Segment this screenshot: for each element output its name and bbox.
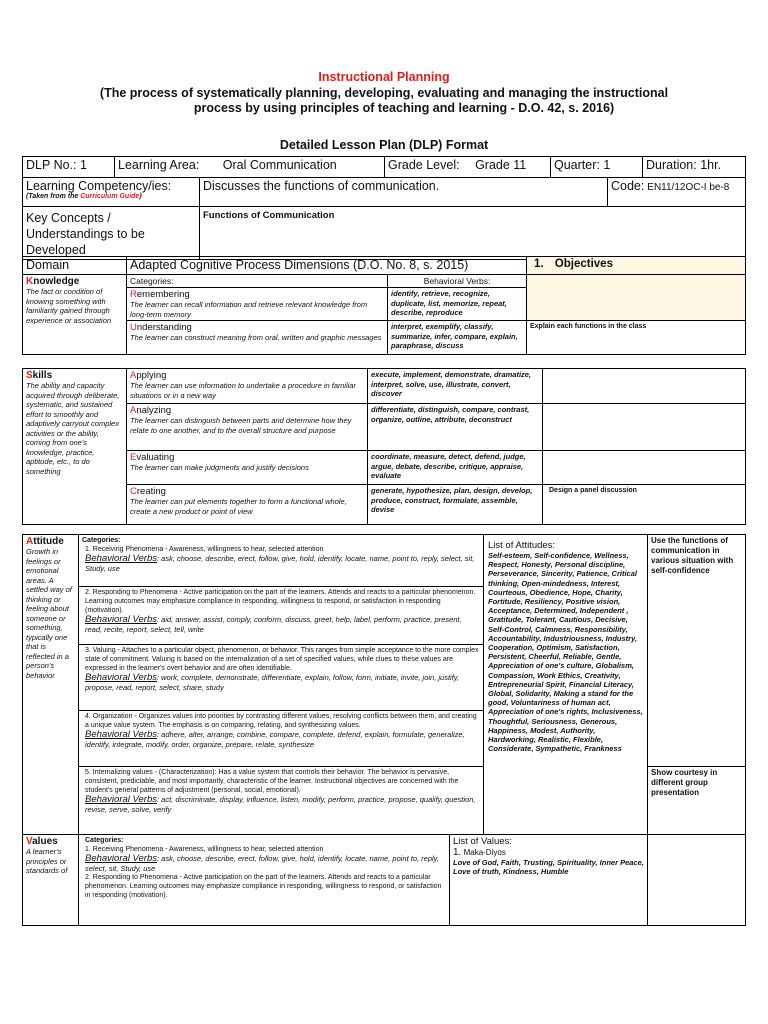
values-domain-cell xyxy=(23,835,79,926)
key-concepts-table xyxy=(22,206,746,260)
evaluating-verbs: coordinate, measure, detect, defend, judge, argue, debate, describe, critique, appraise, evaluate xyxy=(368,451,543,485)
analyzing-verbs: differentiate, distinguish, compare, contrast, organize, outline, attribute, deconstruct xyxy=(368,404,543,451)
values-item-1-text: 1. Receiving Phenomena - Awareness, willingness to hear, selected attention xyxy=(85,846,324,853)
values-heading: Values xyxy=(26,836,58,847)
attitude-item-3-text: 3. Valuing - Attaches to a particular object, phenomenon, or behavior. This ranges from simple acceptance to the more complex state of commitment. Valuing is based on the internalization of a set of specified values, while clues to these values are expressed in the learner's overt behavior and are often identifiable. xyxy=(85,647,479,672)
understanding-verbs: interpret, exemplify, classify, summarize, infer, compare, explain, paraphrase, discuss xyxy=(388,321,527,355)
attitude-item-2-text: 2. Responding to Phenomena - Active participation on the part of the learners. Attends and reacts to a particular phenomenon. Learning outcomes may emphasize compliance in responding, willingness to respond, or satisfaction in responding (motivation). xyxy=(85,589,476,614)
understanding-objective: Explain each functions in the class xyxy=(527,321,746,355)
applying-verbs: execute, implement, demonstrate, dramatize, interpret, solve, use, illustrate, convert, discover xyxy=(368,369,543,404)
evaluating-desc: The learner can make judgments and justify decisions xyxy=(130,463,309,472)
values-list-title: List of Values: xyxy=(453,836,512,847)
key-concepts-value: Functions of Communication xyxy=(200,207,746,260)
duration-cell: Duration: 1hr. xyxy=(643,157,746,178)
values-objective xyxy=(648,835,746,926)
skills-heading: Skills xyxy=(26,370,53,381)
attitude-table xyxy=(22,534,746,835)
code-cell xyxy=(608,178,746,207)
categories-label: Categories: xyxy=(127,275,388,288)
attitude-item-1-text: 1. Receiving Phenomena - Awareness, willingness to hear, selected attention xyxy=(85,546,324,553)
values-description: A learner's principles or standards of xyxy=(26,847,68,875)
knowledge-domain-cell xyxy=(23,275,127,355)
objectives-heading-cell xyxy=(527,257,746,275)
attitude-item-4-verbs: Behavioral Verbs: adhere, alter, arrange, combine, compare, complete, defend, explain, formulate, generalize, identify, integrate, modify, order, organize, prepare, relate, synthesize xyxy=(85,729,465,749)
knowledge-heading: Knowledge xyxy=(26,276,80,287)
remembering-desc: The learner can recall information and retrieve relevant knowledge from long-term memory xyxy=(130,300,368,319)
attitude-list-cell xyxy=(484,535,648,835)
skills-description: The ability and capacity acquired through deliberate, systematic, and sustained effort to smoothly and adaptively carryout complex activities or the ability, coming from one's knowledge, practice, aptitude, etc., to do something xyxy=(26,381,120,476)
attitude-objective-2: Show courtesy in different group presentation xyxy=(648,767,746,835)
dlp-number: DLP No.: 1 xyxy=(23,157,115,178)
values-list-cell xyxy=(450,835,648,926)
skills-domain-cell xyxy=(23,369,127,525)
attitude-item-2-verbs: Behavioral Verbs: aid, answer, assist, comply, conform, discuss, greet, help, label, perform, practice, present, read, recite, report, select, tell, write xyxy=(85,614,462,634)
objectives-heading: Objectives xyxy=(554,258,613,270)
grade-level-label: Grade Level: xyxy=(388,158,460,172)
values-list: Love of God, Faith, Trusting, Spirituality, Inner Peace, Love of truth, Kindness, Humble xyxy=(453,858,644,877)
remembering-cell xyxy=(127,288,388,321)
attitude-heading: Attitude xyxy=(26,536,64,547)
attitude-description: Growth in feelings or emotional areas. A settled way of thinking or feeling about someone or something, typically one that is reflected in a person's behavior xyxy=(26,547,72,680)
attitude-item-1 xyxy=(79,535,484,587)
creating-cell xyxy=(127,485,368,525)
attitude-item-3 xyxy=(79,645,484,711)
objectives-num: 1. xyxy=(534,258,544,270)
attitude-item-4 xyxy=(79,711,484,767)
creating-objective: Design a panel discussion xyxy=(543,485,746,525)
grade-level-value: Grade 11 xyxy=(475,158,527,172)
attitude-list-title: List of Attitudes: xyxy=(488,540,556,551)
attitude-item-3-verbs: Behavioral Verbs: work, complete, demonstrate, differentiate, explain, follow, form, initiate, invite, join, justify, propose, read, report, select, share, study xyxy=(85,672,460,692)
applying-cell xyxy=(127,369,368,404)
values-table xyxy=(22,834,746,926)
learning-area-label: Learning Area: xyxy=(118,158,200,172)
grade-level-cell xyxy=(385,157,551,178)
competency-label-cell xyxy=(23,178,200,207)
curriculum-guide-link: Curriculum Guide xyxy=(80,193,140,200)
evaluating-title: Evaluating xyxy=(130,452,175,463)
creating-verbs: generate, hypothesize, plan, design, develop, produce, construct, formulate, assemble, devise xyxy=(368,485,543,525)
values-categories-label: Categories: xyxy=(85,837,124,844)
creating-desc: The learner can put elements together to form a functional whole, create a new product or point of view xyxy=(130,497,347,516)
attitude-item-2 xyxy=(79,587,484,645)
knowledge-description: The fact or condition of knowing something with familiarity gained through experience or association xyxy=(26,287,112,325)
attitude-domain-cell xyxy=(23,535,79,835)
skills-table xyxy=(22,368,746,525)
analyzing-title: Analyzing xyxy=(130,405,172,416)
learning-area-value: Oral Communication xyxy=(222,158,337,172)
competency-label: Learning Competency/ies: xyxy=(26,179,172,193)
evaluating-cell xyxy=(127,451,368,485)
adapted-dimensions: Adapted Cognitive Process Dimensions (D.O. No. 8, s. 2015) xyxy=(127,257,527,275)
info-table xyxy=(22,156,746,178)
competency-table xyxy=(22,177,746,207)
understanding-title: Understanding xyxy=(130,322,192,333)
attitude-item-1-verbs: Behavioral Verbs: ask, choose, describe, erect, follow, give, hold, identify, locate, name, point to, reply, select, sit, Study, use xyxy=(85,553,475,573)
values-list-head: 1. Maka-Diyos xyxy=(453,847,506,858)
domain-header-table xyxy=(22,256,746,275)
understanding-desc: The learner can construct meaning from oral, written and graphic messages xyxy=(130,333,382,342)
attitude-objective-1: Use the functions of communication in various situation with self-confidence xyxy=(648,535,746,767)
values-categories-cell xyxy=(79,835,450,926)
domain-label: Domain xyxy=(23,257,127,275)
quarter-cell: Quarter: 1 xyxy=(551,157,643,178)
page-subtitle-line2: process by using principles of teaching and learning - D.O. 42, s. 2016) xyxy=(193,101,615,115)
values-item-1-verbs: Behavioral Verbs: ask, choose, describe, erect, follow, give, hold, identify, locate, name, point to, reply, select, sit, Study, use xyxy=(85,853,439,873)
analyzing-objective xyxy=(543,404,746,451)
applying-title: Applying xyxy=(130,370,167,381)
attitude-item-5 xyxy=(79,767,484,835)
page-title: Instructional Planning xyxy=(318,70,450,84)
attitude-categories-label: Categories: xyxy=(82,537,121,544)
behavioral-verbs-label: Behavioral Verbs: xyxy=(388,275,527,288)
attitude-item-5-text: 5. Internalizing values - (Characterization): Has a value system that controls their behavior. The behavior is pervasive, consistent, predictable, and most importantly, characteristic of the learner. Instructional objectives are concerned with the student's general patterns of adjustment (personal, social, emotional). xyxy=(85,769,459,794)
understanding-cell xyxy=(127,321,388,355)
knowledge-table xyxy=(22,274,746,355)
knowledge-objective-remembering xyxy=(527,275,746,321)
page-subtitle-line1: (The process of systematically planning, developing, evaluating and managing the instructional xyxy=(99,86,669,100)
code-label: Code: xyxy=(611,179,645,193)
creating-title: Creating xyxy=(130,486,166,497)
remembering-verbs: identify, retrieve, recognize, duplicate, list, memorize, repeat, describe, reproduce xyxy=(388,288,527,321)
attitude-item-5-verbs: Behavioral Verbs: act, discriminate, display, influence, listen, modify, perform, practice, propose, qualify, question, revise, serve, solve, verify xyxy=(85,794,476,814)
learning-area-cell xyxy=(115,157,385,178)
competency-value: Discusses the functions of communication. xyxy=(200,178,608,207)
attitude-list: Self-esteem, Self-confidence, Wellness, Respect, Honesty, Personal discipline, Perseverance, Sincerity, Patience, Critical thinking, Open-mindedness, Interest, Courteous, Obedience, Hope, Charity, Fortitude, Resiliency, Positive vision, Acceptance, Determined, Independent , Gratitude, Tolerant, Cautious, Decisive, Self-Control, Calmness, Responsibility, Accountability, Industriousness, Industry, Cooperation, Optimism, Satisfaction, Persistent, Cheerful, Reliable, Gentle, Appreciation of one's culture, Globalism, Compassion, Work Ethics, Creativity, Entrepreneurial Spirit, Financial Literacy, Global, Solidarity, Making a stand for the good, Voluntariness of human act, Appreciation of one's rights, Inclusiveness, Thoughtful, Seriousness, Generous, Happiness, Modest, Authority, Hardworking, Realistic, Flexible, Considerate, Sympathetic, Frankness xyxy=(488,551,643,754)
competency-note: (Taken from the Curriculum Guide) xyxy=(26,193,142,200)
analyzing-desc: The learner can distinguish between parts and determine how they relate to one another, and to the overall structure and purpose xyxy=(130,416,352,435)
applying-objective xyxy=(543,369,746,404)
key-concepts-label: Key Concepts / Understandings to be Developed xyxy=(23,207,200,260)
values-item-2-text: 2. Responding to Phenomena - Active participation on the part of the learners. Attends and reacts to a particular phenomenon. Learning outcomes may emphasize compliance in responding, willingness to respond, or satisfaction in responding (motivation). xyxy=(85,874,442,899)
applying-desc: The learner can use information to undertake a procedure in familiar situations or in a new way xyxy=(130,381,356,400)
code-value: EN11/12OC-I be-8 xyxy=(647,182,730,193)
analyzing-cell xyxy=(127,404,368,451)
attitude-item-4-text: 4. Organization - Organizes values into priorities by contrasting different values, resolving conflicts between them, and creating a unique value system. The emphasis is on comparing, relating, and synthesizing values. xyxy=(85,713,477,729)
remembering-title: Remembering xyxy=(130,289,190,300)
evaluating-objective xyxy=(543,451,746,485)
dlp-format-heading: Detailed Lesson Plan (DLP) Format xyxy=(279,138,489,152)
